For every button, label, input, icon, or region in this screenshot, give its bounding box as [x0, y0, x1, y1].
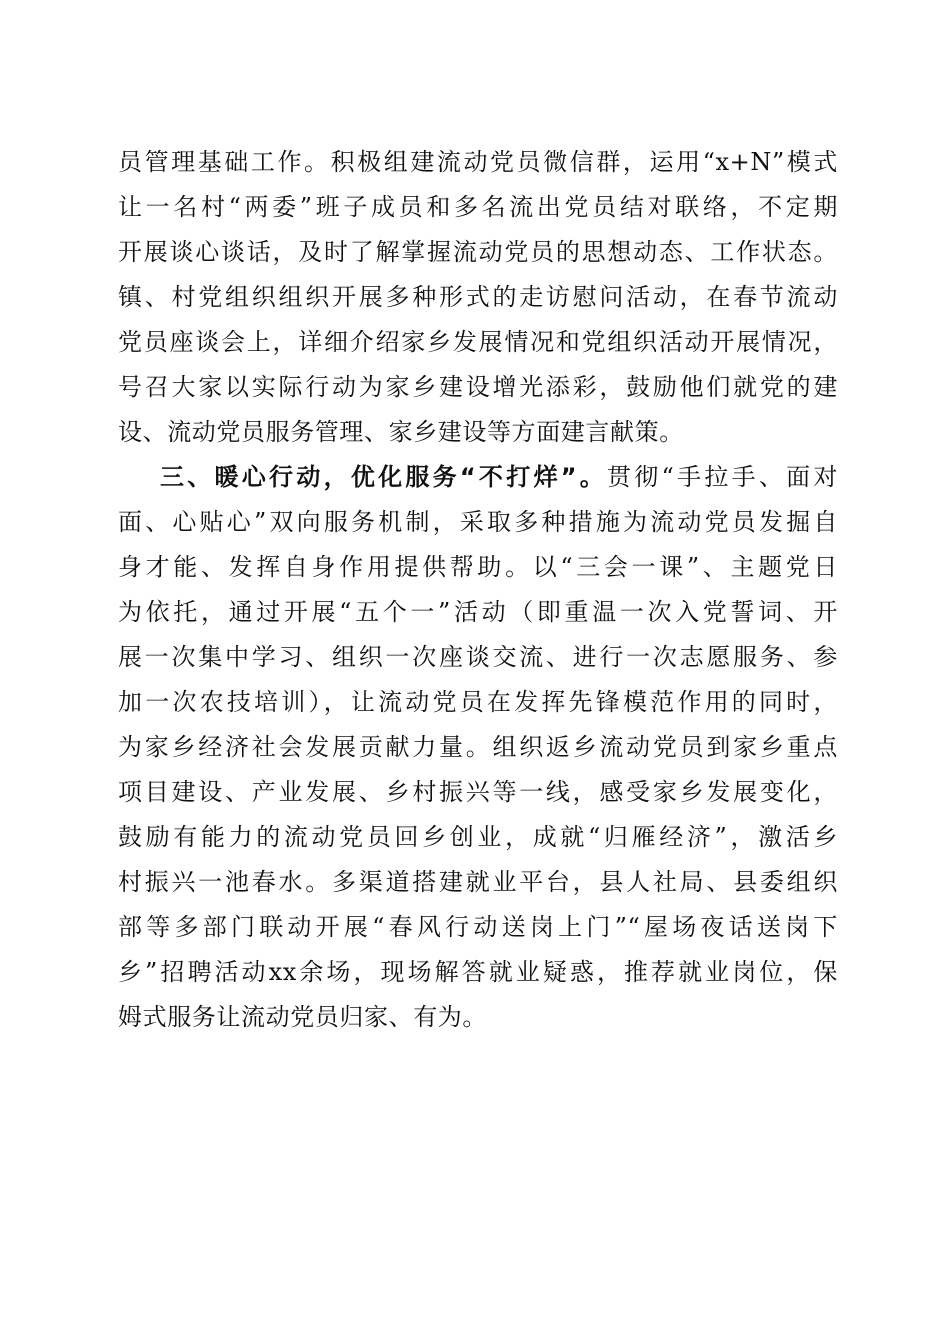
body-text-line: 村振兴一池春水。多渠道搭建就业平台，县人社局、县委组织: [118, 868, 838, 896]
body-text-line: 为家乡经济社会发展贡献力量。组织返乡流动党员到家乡重点: [118, 733, 838, 761]
body-text-line: 员管理基础工作。积极组建流动党员微信群，运用“x+N”模式: [118, 148, 838, 176]
body-text-line: 身才能、发挥自身作用提供帮助。以“三会一课”、主题党日: [118, 553, 838, 581]
body-text-line: 鼓励有能力的流动党员回乡创业，成就“归雁经济”，激活乡: [118, 823, 838, 851]
body-text-line: 项目建设、产业发展、乡村振兴等一线，感受家乡发展变化，: [118, 778, 838, 806]
body-text-line: 乡”招聘活动xx余场，现场解答就业疑惑，推荐就业岗位，保: [118, 958, 838, 986]
body-text-line: 让一名村“两委”班子成员和多名流出党员结对联络，不定期: [118, 193, 838, 221]
section-first-line-text: 贯彻“手拉手、面对: [607, 463, 839, 491]
body-text-line: 号召大家以实际行动为家乡建设增光添彩，鼓励他们就党的建: [118, 373, 838, 401]
section-first-line: [160, 461, 838, 493]
body-text-line: 镇、村党组织组织开展多种形式的走访慰问活动，在春节流动: [118, 283, 838, 311]
body-text-line: 加一次农技培训），让流动党员在发挥先锋模范作用的同时，: [118, 688, 838, 716]
body-text-line: 党员座谈会上，详细介绍家乡发展情况和党组织活动开展情况，: [118, 328, 838, 356]
section-heading: 三、暖心行动，优化服务“不打烊”。: [160, 463, 608, 491]
body-text-line: 姆式服务让流动党员归家、有为。: [118, 1003, 487, 1031]
body-text-line: 部等多部门联动开展“春风行动送岗上门”“屋场夜话送岗下: [118, 913, 838, 941]
body-text-line: 展一次集中学习、组织一次座谈交流、进行一次志愿服务、参: [118, 643, 838, 671]
body-text-line: 开展谈心谈话，及时了解掌握流动党员的思想动态、工作状态。: [118, 238, 838, 266]
body-text-line: 设、流动党员服务管理、家乡建设等方面建言献策。: [118, 418, 684, 446]
body-text-line: 面、心贴心”双向服务机制，采取多种措施为流动党员发掘自: [118, 508, 838, 536]
body-text-line: 为依托，通过开展“五个一”活动（即重温一次入党誓词、开: [118, 598, 838, 626]
